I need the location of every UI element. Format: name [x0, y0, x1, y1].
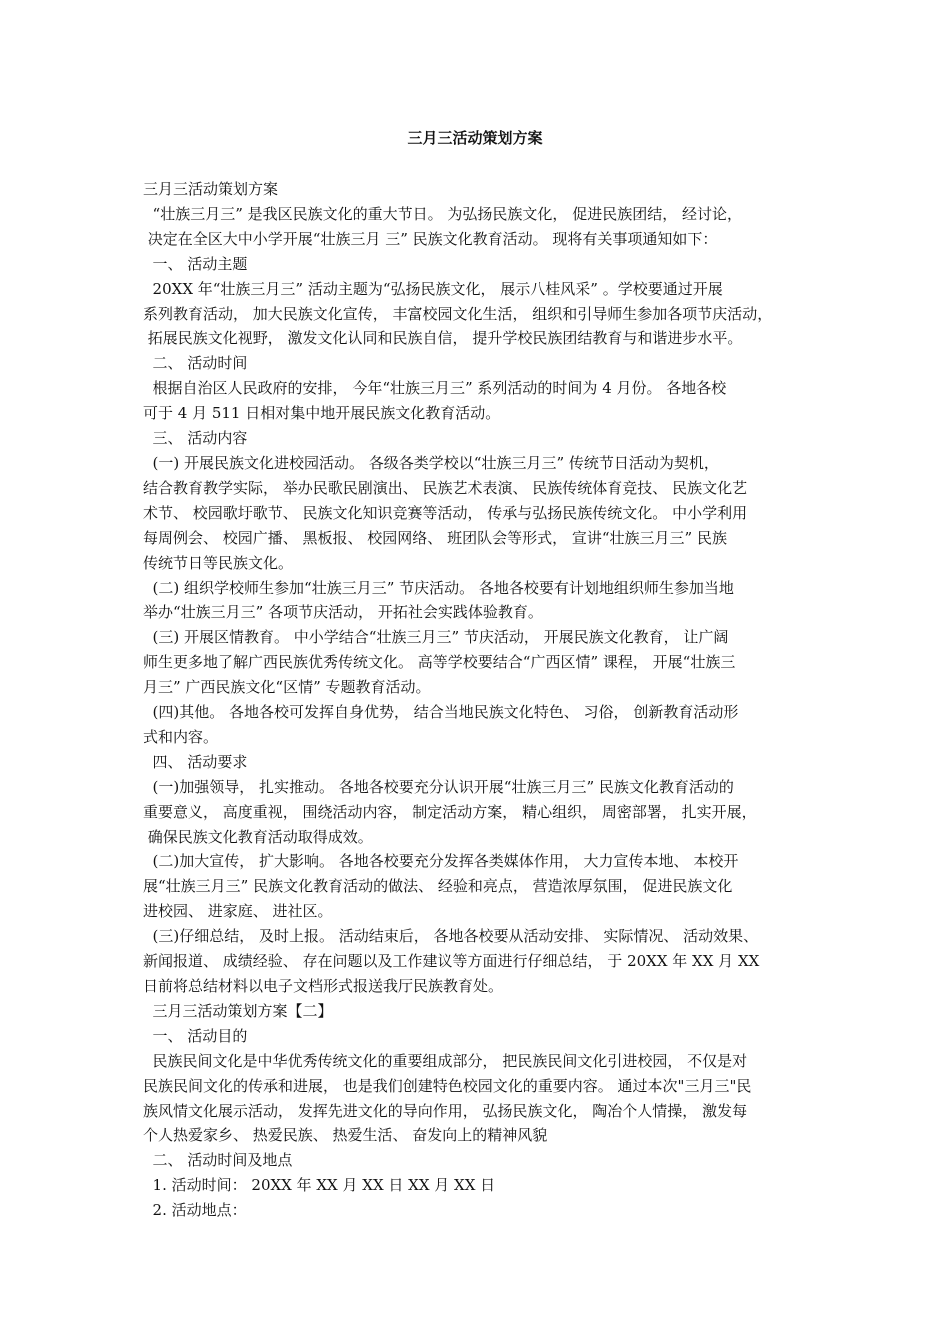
body-line: 一、 活动目的	[143, 1026, 248, 1045]
document-body	[143, 177, 823, 1223]
body-line: 结合教育教学实际， 举办民歌民剧演出、 民族艺术表演、 民族传统体育竞技、 民族文化艺	[143, 478, 748, 497]
body-line: 民族民间文化的传承和进展， 也是我们创建特色校园文化的重要内容。 通过本次"三月三"民	[143, 1076, 752, 1095]
document-title: 三月三活动策划方案	[407, 129, 543, 147]
body-line: “壮族三月三” 是我区民族文化的重大节日。 为弘扬民族文化， 促进民族团结， 经讨论，	[143, 204, 742, 223]
body-line: 师生更多地了解广西民族优秀传统文化。 高等学校要结合“广西区情” 课程， 开展“壮族三	[143, 653, 736, 672]
body-line: 族风情文化展示活动， 发挥先进文化的导向作用， 弘扬民族文化， 陶冶个人情操， 激发每	[143, 1101, 748, 1120]
body-line: 可于 4 月 511 日相对集中地开展民族文化教育活动。	[143, 404, 501, 423]
body-line: 2. 活动地点：	[143, 1201, 247, 1220]
body-line: 确保民族文化教育活动取得成效。	[143, 827, 373, 846]
body-line: 根据自治区人民政府的安排， 今年“壮族三月三” 系列活动的时间为 4 月份。 各地各校	[143, 379, 727, 398]
body-line: (一) 开展民族文化进校园活动。 各级各类学校以“壮族三月三” 传统节日活动为契机，	[143, 453, 719, 472]
body-line: 式和内容。	[143, 727, 219, 746]
body-line: 个人热爱家乡、 热爱民族、 热爱生活、 奋发向上的精神风貌	[143, 1126, 548, 1145]
body-line: 民族民间文化是中华优秀传统文化的重要组成部分， 把民族民间文化引进校园， 不仅是对	[143, 1051, 748, 1070]
body-line: 日前将总结材料以电子文档形式报送我厅民族教育处。	[143, 977, 504, 995]
body-line: 系列教育活动， 加大民族文化宣传， 丰富校园文化生活， 组织和引导师生参加各项节庆活动，	[143, 304, 773, 323]
body-line: 20XX 年“壮族三月三” 活动主题为“弘扬民族文化， 展示八桂风采” 。学校要通过开展	[143, 279, 723, 298]
body-line: 新闻报道、 成绩经验、 存在问题以及工作建议等方面进行仔细总结， 于 20XX 年 XX 月 XX	[143, 952, 760, 971]
body-line: 每周例会、 校园广播、 黑板报、 校园网络、 班团队会等形式， 宣讲“壮族三月三” 民族	[143, 528, 727, 547]
body-line: (二) 组织学校师生参加“壮族三月三” 节庆活动。 各地各校要有计划地组织师生参加当地	[143, 578, 734, 597]
body-line: 拓展民族文化视野， 激发文化认同和民族自信， 提升学校民族团结教育与和谐进步水平。	[143, 329, 743, 348]
body-line: (三) 开展区情教育。 中小学结合“壮族三月三” 节庆活动， 开展民族文化教育， 让广阔	[143, 628, 729, 647]
body-line: (二)加大宣传， 扩大影响。 各地各校要充分发挥各类媒体作用， 大力宣传本地、 本校开	[143, 852, 739, 871]
body-line: 传统节日等民族文化。	[143, 553, 294, 572]
body-line: 四、 活动要求	[143, 752, 248, 771]
body-line: 三月三活动策划方案	[143, 180, 279, 198]
body-line: 决定在全区大中小学开展“壮族三月 三” 民族文化教育活动。 现将有关事项通知如下：	[143, 229, 718, 248]
body-line: 术节、 校园歌圩歌节、 民族文化知识竞赛等活动， 传承与弘扬民族传统文化。 中小学利用	[143, 503, 748, 522]
body-line: 一、 活动主题	[143, 254, 248, 273]
body-line: 进校园、 进家庭、 进社区。	[143, 902, 333, 921]
body-line: 月三” 广西民族文化“区情” 专题教育活动。	[143, 678, 431, 697]
body-line: 三、 活动内容	[143, 429, 248, 448]
body-line: 三月三活动策划方案【二】	[143, 1001, 333, 1020]
body-line: 展“壮族三月三” 民族文化教育活动的做法、 经验和亮点， 营造浓厚氛围， 促进民族文化	[143, 877, 733, 896]
body-line: 举办“壮族三月三” 各项节庆活动， 开拓社会实践体验教育。	[143, 603, 543, 622]
body-line: 1. 活动时间： 20XX 年 XX 月 XX 日 XX 月 XX 日	[143, 1176, 496, 1195]
body-line: 二、 活动时间及地点	[143, 1151, 293, 1170]
body-line: 重要意义， 高度重视， 围绕活动内容， 制定活动方案， 精心组织， 周密部署， 扎实开展，	[143, 802, 757, 821]
body-line: (三)仔细总结， 及时上报。 活动结束后， 各地各校要从活动安排、 实际情况、 活动效果、	[143, 927, 759, 946]
body-line: (四)其他。 各地各校可发挥自身优势， 结合当地民族文化特色、 习俗， 创新教育活动形	[143, 703, 739, 722]
body-line: 二、 活动时间	[143, 354, 248, 373]
body-line: (一)加强领导， 扎实推动。 各地各校要充分认识开展“壮族三月三” 民族文化教育活动的	[143, 777, 734, 796]
